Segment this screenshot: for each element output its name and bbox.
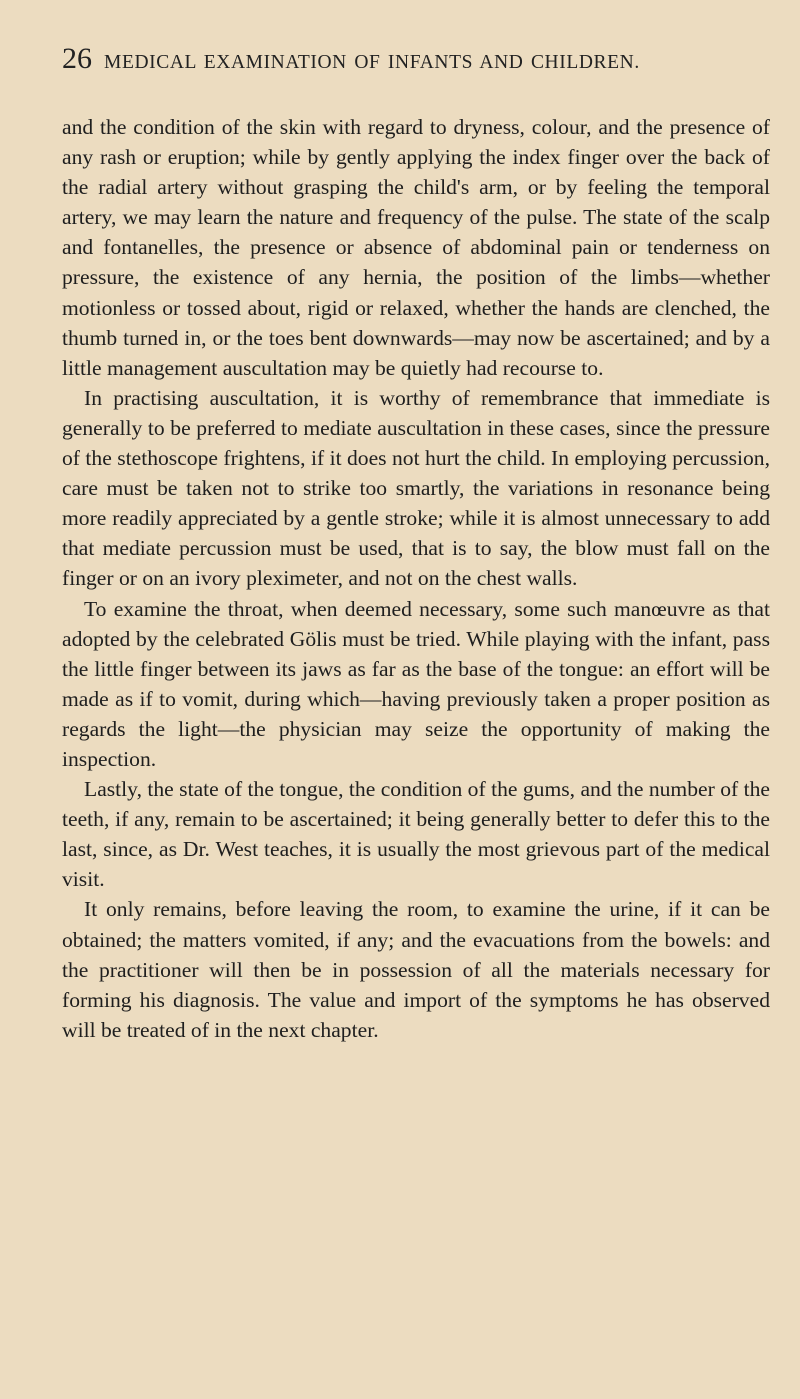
page-number: 26 [62, 42, 92, 75]
paragraph-throat: To examine the throat, when deemed necessary, some such manœuvre as that adopted by the celebrated Gölis must be tried. While playing with the infant, pass the little finger between its jaws as far as the base of the tongue: an effort will be made as if to vomit, during which—having previously taken a proper position as regards the light—the physician may seize the opportunity of making the inspection. [62, 596, 770, 771]
paragraph-tongue: Lastly, the state of the tongue, the condition of the gums, and the number of the teeth, if any, remain to be ascertained; it being generally better to defer this to the last, since, as Dr. West teaches, it is usually the most grievous part of the medical visit. [62, 777, 770, 892]
running-title: MEDICAL EXAMINATION OF INFANTS AND CHILDREN. [104, 52, 640, 73]
running-head [62, 42, 762, 86]
paragraph-continuation: and the condition of the skin with regard to dryness, colour, and the presence of any rash or eruption; while by gently applying the index finger over the back of the radial artery without grasping the child's arm, or by feeling the temporal artery, we may learn the nature and frequency of the pulse. The state of the scalp and fontanelles, the presence or absence of abdominal pain or tenderness on pressure, the existence of any hernia, the position of the limbs—whether motionless or tossed about, rigid or relaxed, whether the hands are clenched, the thumb turned in, or the toes bent downwards—may now be ascertained; and by a little management auscultation may be quietly had recourse to. [62, 115, 770, 380]
body-text [62, 112, 770, 1045]
paragraph-urine: It only remains, before leaving the room, to examine the urine, if it can be obtained; the matters vomited, if any; and the evacuations from the bowels: and the practitioner will then be in possession of all the materials necessary for forming his diagnosis. The value and import of the symptoms he has observed will be treated of in the next chapter. [62, 897, 770, 1042]
paragraph-auscultation: In practising auscultation, it is worthy of remembrance that immediate is generally to be preferred to mediate auscultation in these cases, since the pressure of the stethoscope frightens, if it does not hurt the child. In employing percussion, care must be taken not to strike too smartly, the variations in resonance being more readily appreciated by a gentle stroke; while it is almost unnecessary to add that mediate percussion must be used, that is to say, the blow must fall on the finger or on an ivory pleximeter, and not on the chest walls. [62, 385, 770, 591]
